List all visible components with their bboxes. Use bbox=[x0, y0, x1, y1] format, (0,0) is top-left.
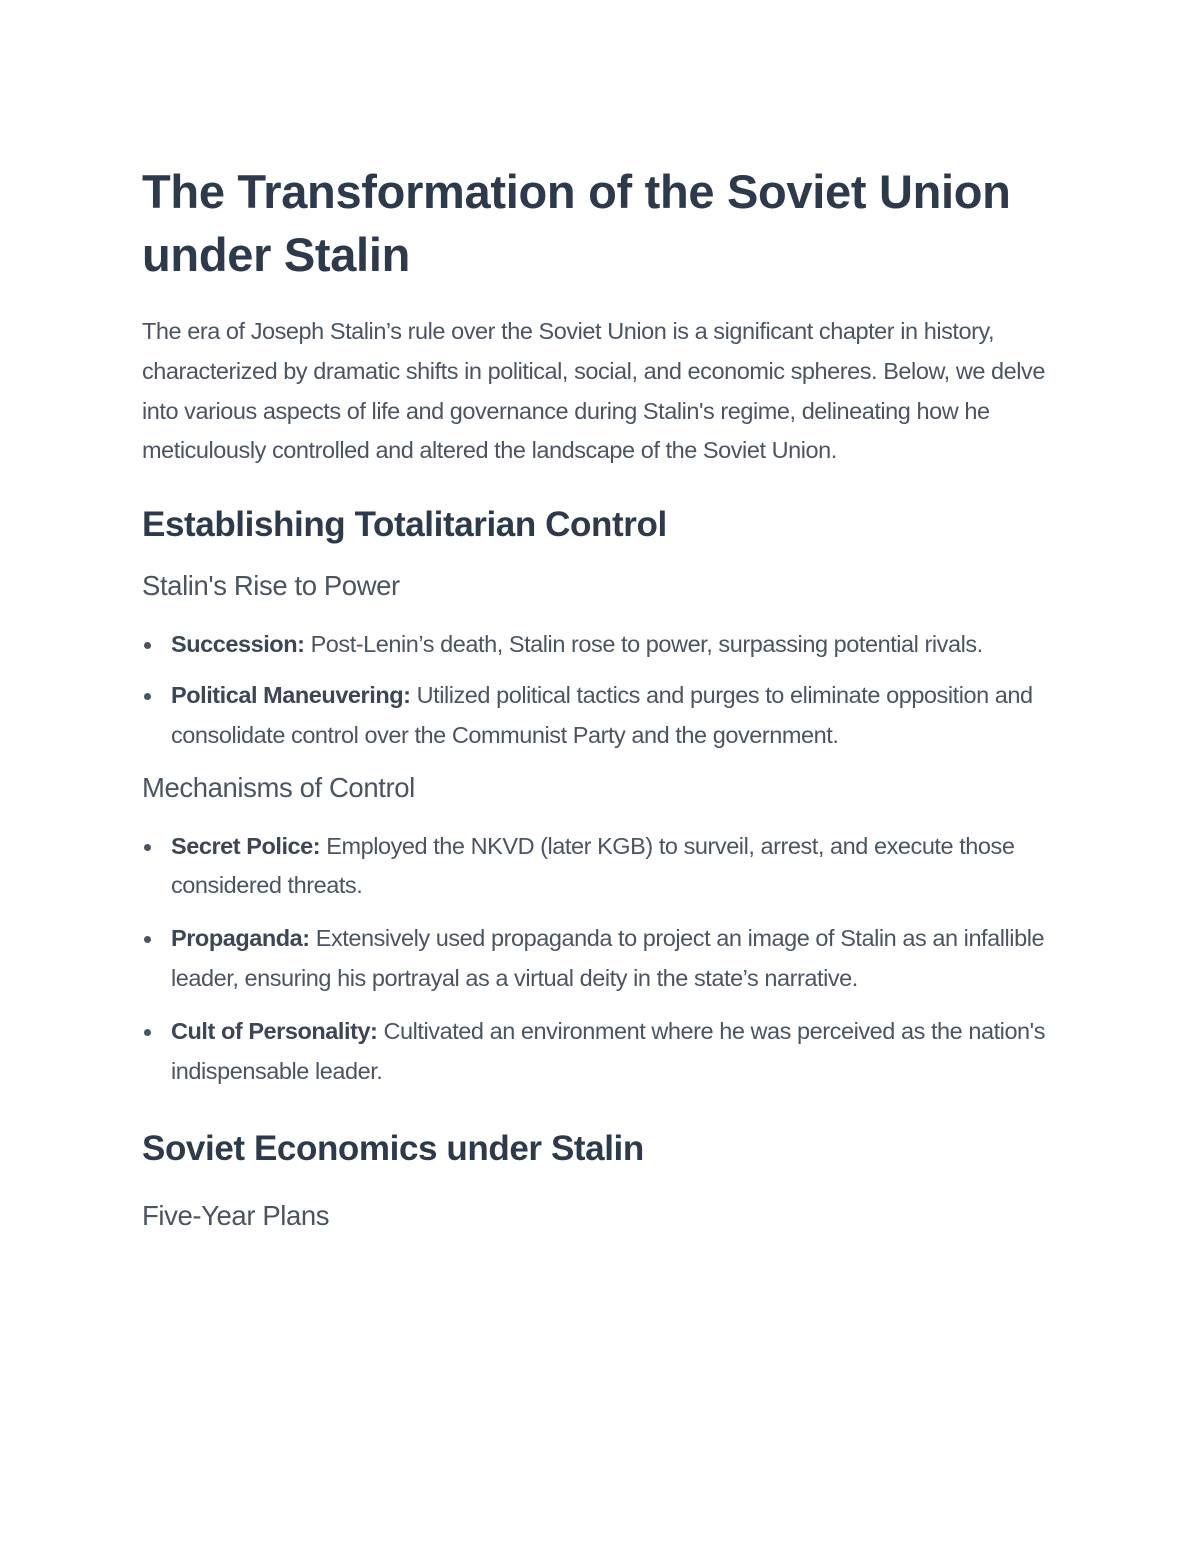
list-item-term: Secret Police: bbox=[171, 832, 321, 859]
list-item-term: Cult of Personality: bbox=[171, 1017, 378, 1044]
list-item-term: Propaganda: bbox=[171, 925, 310, 952]
list-item-text: Employed the NKVD (later KGB) to surveil, arrest, and execute those considered threats. bbox=[171, 832, 1015, 899]
list-item bbox=[142, 827, 1067, 907]
list-item-term: Political Maneuvering: bbox=[171, 681, 411, 708]
bullet-list-mechanisms-of-control bbox=[142, 827, 1067, 1092]
section-heading-totalitarian-control: Establishing Totalitarian Control bbox=[142, 505, 667, 545]
bullet-icon bbox=[144, 693, 151, 700]
intro-paragraph: The era of Joseph Stalin’s rule over the Soviet Union is a significant chapter in history, characterized by dramatic shifts in political, social, and economic spheres. Below, we delve into various aspects of life and governance during Stalin's regime, delineating how he meticulously controlled and altered the landscape of the Soviet Union. bbox=[142, 318, 1045, 464]
list-item-term: Succession: bbox=[171, 631, 305, 658]
bullet-list-rise-to-power bbox=[142, 625, 1067, 755]
subsection-heading-rise-to-power: Stalin's Rise to Power bbox=[142, 570, 400, 602]
subsection-heading-mechanisms-of-control: Mechanisms of Control bbox=[142, 771, 415, 803]
list-item-text: Post-Lenin’s death, Stalin rose to power, surpassing potential rivals. bbox=[304, 631, 983, 658]
bullet-icon bbox=[144, 642, 151, 649]
document-title: The Transformation of the Soviet Union under Stalin bbox=[142, 165, 1011, 281]
list-item bbox=[142, 625, 1067, 665]
subsection-heading-five-year-plans: Five-Year Plans bbox=[142, 1200, 330, 1232]
document-page bbox=[142, 160, 1067, 1234]
list-item-text: Utilized political tactics and purges to eliminate opposition and consolidate control over the Communist Party and the government. bbox=[171, 681, 1033, 748]
list-item bbox=[142, 919, 1067, 999]
bullet-icon bbox=[144, 936, 151, 943]
list-item bbox=[142, 1012, 1067, 1092]
list-item bbox=[142, 676, 1067, 756]
bullet-icon bbox=[144, 844, 151, 851]
list-item-text: Cultivated an environment where he was perceived as the nation's indispensable leader. bbox=[171, 1017, 1046, 1084]
bullet-icon bbox=[144, 1029, 151, 1036]
section-heading-soviet-economics: Soviet Economics under Stalin bbox=[142, 1129, 644, 1169]
list-item-text: Extensively used propaganda to project an image of Stalin as an infallible leader, ensuring his portrayal as a virtual deity in the state’s narrative. bbox=[171, 925, 1045, 991]
